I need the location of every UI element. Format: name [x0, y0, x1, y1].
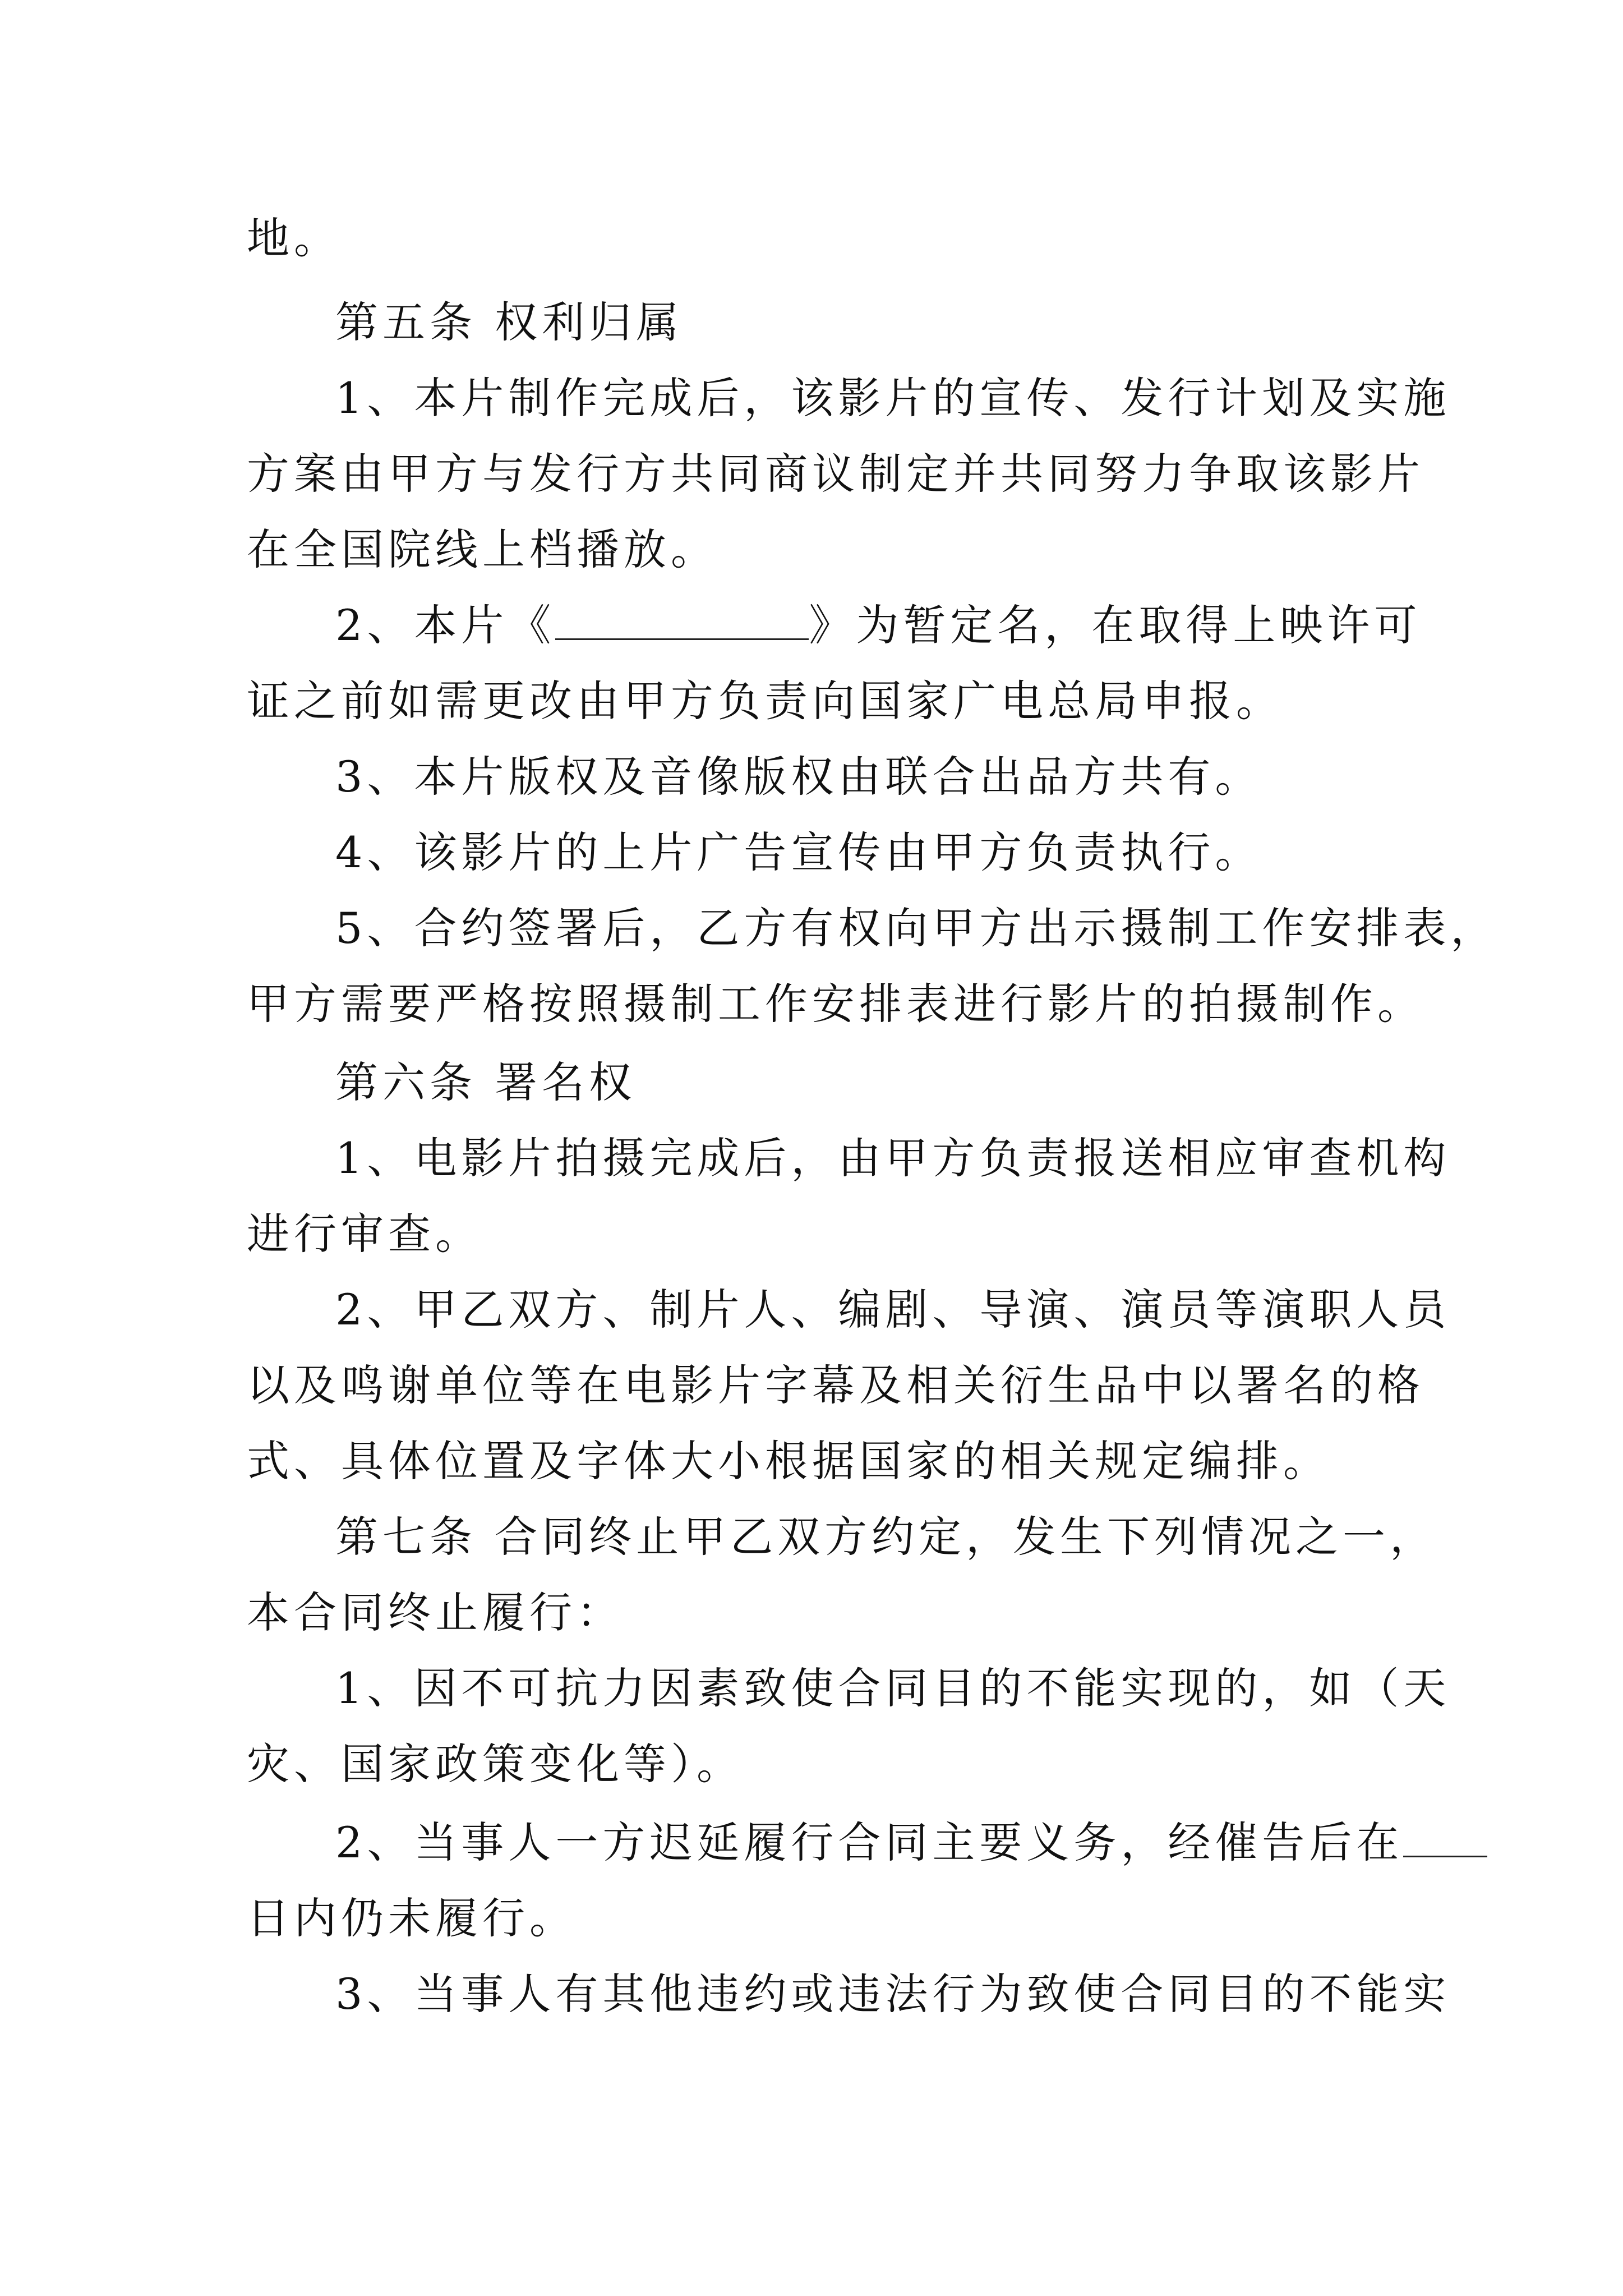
paragraph-line: 进行审查。 — [247, 1209, 482, 1259]
line-text-before-blank: 2、本片《 — [335, 600, 556, 650]
line-text-after-blank: 》为暂定名，在取得上映许可 — [809, 600, 1422, 650]
paragraph-line: 证之前如需更改由甲方负责向国家广电总局申报。 — [247, 676, 1283, 726]
paragraph-line: 本合同终止履行： — [247, 1588, 624, 1637]
paragraph-line: 5、合约签署后，乙方有权向甲方出示摄制工作安排表， — [335, 903, 1498, 953]
section-heading-article-7: 第七条 合同终止甲乙双方约定，发生下列情况之一， — [335, 1512, 1437, 1562]
paragraph-line-with-days-blank — [335, 1815, 1487, 1871]
paragraph-line: 甲方需要严格按照摄制工作安排表进行影片的拍摄制作。 — [247, 979, 1424, 1029]
line-text-before-blank: 2、当事人一方迟延履行合同主要义务，经催告后在 — [335, 1818, 1404, 1867]
days-blank — [1403, 1821, 1487, 1857]
paragraph-line: 1、本片制作完成后，该影片的宣传、发行计划及实施 — [335, 373, 1451, 423]
paragraph-line: 在全国院线上档播放。 — [247, 524, 718, 574]
paragraph-line: 日内仍未履行。 — [247, 1893, 577, 1943]
paragraph-line: 灾、国家政策变化等）。 — [247, 1739, 744, 1789]
paragraph-line: 1、电影片拍摄完成后，由甲方负责报送相应审查机构 — [335, 1133, 1451, 1183]
paragraph-line: 地。 — [247, 213, 341, 263]
film-title-blank — [555, 604, 809, 640]
section-heading-article-6: 第六条 署名权 — [335, 1057, 637, 1107]
paragraph-line: 1、因不可抗力因素致使合同目的不能实现的，如（天 — [335, 1663, 1451, 1713]
paragraph-line: 以及鸣谢单位等在电影片字幕及相关衍生品中以署名的格 — [247, 1360, 1424, 1410]
paragraph-line: 式、具体位置及字体大小根据国家的相关规定编排。 — [247, 1436, 1330, 1486]
paragraph-line-with-title-blank — [335, 597, 1421, 654]
paragraph-line: 方案由甲方与发行方共同商议制定并共同努力争取该影片 — [247, 449, 1424, 499]
paragraph-line: 2、甲乙双方、制片人、编剧、导演、演员等演职人员 — [335, 1285, 1451, 1335]
paragraph-line: 3、当事人有其他违约或违法行为致使合同目的不能实 — [335, 1969, 1451, 2019]
paragraph-line: 4、该影片的上片广告宣传由甲方负责执行。 — [335, 827, 1262, 877]
paragraph-line: 3、本片版权及音像版权由联合出品方共有。 — [335, 752, 1262, 802]
section-heading-article-5: 第五条 权利归属 — [335, 297, 684, 347]
